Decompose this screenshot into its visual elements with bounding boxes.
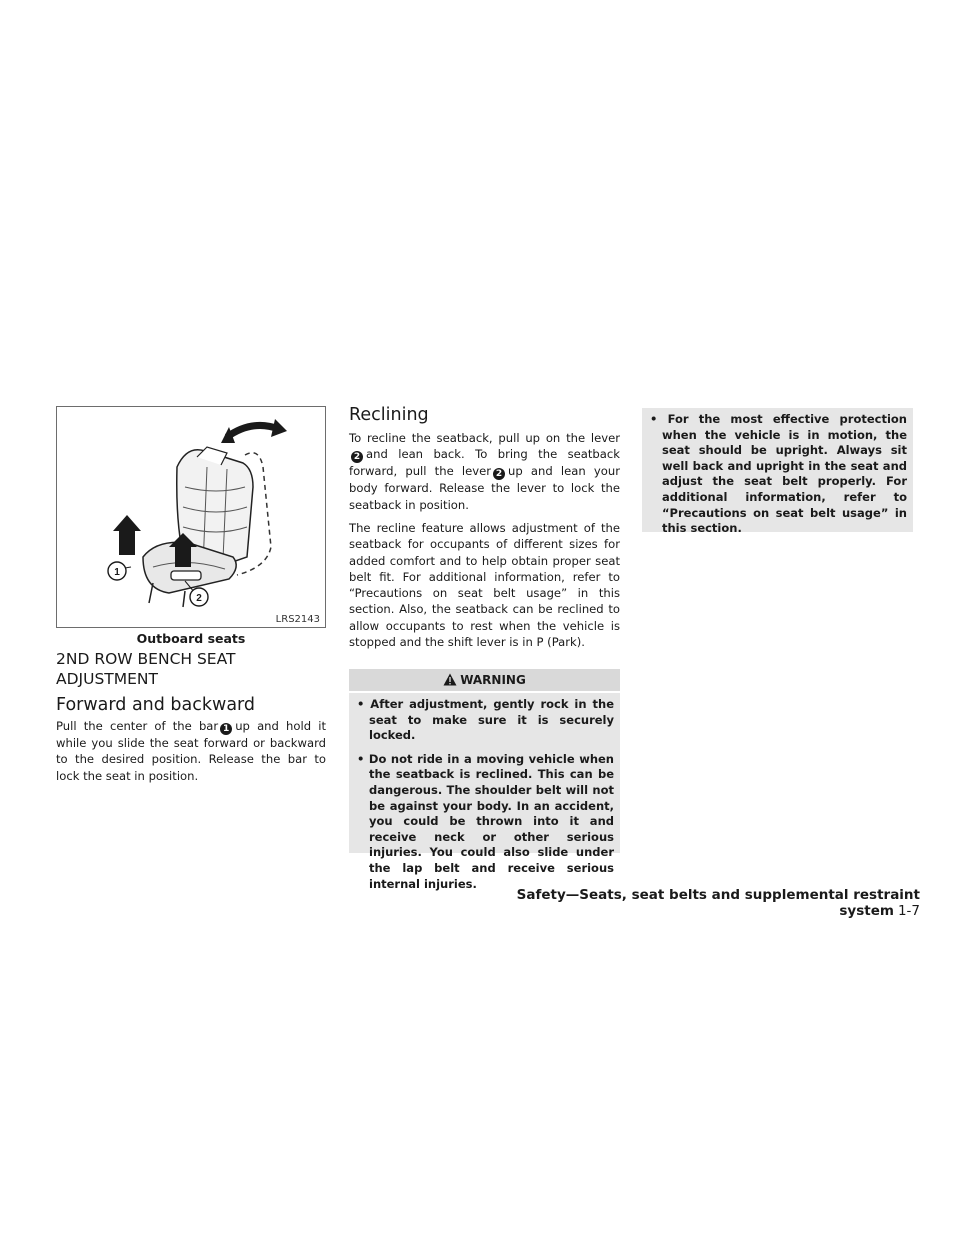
warning-title: WARNING: [460, 673, 526, 687]
reclining-p1-part1: To recline the seatback, pull up on the lever: [349, 431, 620, 445]
callout-1-label: 1: [114, 567, 120, 578]
figure-id-label: LRS2143: [275, 614, 320, 625]
reclining-p1-part2: and lean back. To bring the seatback forward, pull the lever: [349, 447, 620, 479]
forward-backward-text: [56, 718, 326, 784]
warning-header: [349, 669, 620, 691]
page-number: 1-7: [897, 903, 920, 919]
figure-caption: Outboard seats: [136, 631, 246, 646]
seat-drawing: [57, 407, 325, 627]
forward-text-part2: up and hold it while you slide the seat forward or backward to the desired position. Release the bar to lock the seat in position.: [56, 719, 326, 783]
warning-item-2: • Do not ride in a moving vehicle when the seatback is reclined. This can be dangerous. The shoulder belt will not be against your body. In an accident, you could be thrown into it and receive neck or other serious injuries. You could also slide under the lap belt and receive serious internal injuries.: [357, 751, 614, 891]
callout-2-inline-b: 2: [493, 468, 505, 480]
page-footer: [452, 887, 920, 919]
section-title: 2ND ROW BENCH SEAT ADJUSTMENT: [56, 650, 236, 688]
callout-2-label: 2: [196, 593, 202, 604]
reclining-paragraph-2: The recline feature allows adjustment of the seatback for occupants of different sizes for added comfort and to help obtain proper seat belt fit. For additional information, refer to “Precautions on seat belt usage” in this section. Also, the seatback can be reclined to allow occupants to rest when the vehicle is stopped and the shift lever is in P (Park).: [349, 521, 620, 650]
callout-2-inline-a: 2: [351, 451, 363, 463]
warning-item-3: • For the most effective protection when the vehicle is in motion, the seat should be upright. Always sit well back and upright in the seat and adjust the seat belt properly. For additional information, refer to “Precautions on seat belt usage” in this section.: [650, 412, 907, 536]
warning-item-1: • After adjustment, gently rock in the seat to make sure it is securely locked.: [357, 697, 614, 743]
reclining-heading: Reclining: [349, 405, 429, 425]
forward-text-part1: Pull the center of the bar: [56, 719, 219, 733]
warning-triangle-icon: [443, 671, 457, 693]
forward-backward-heading: Forward and backward: [56, 695, 256, 715]
warning-box-continued: [642, 408, 913, 536]
chapter-title: Safety—Seats, seat belts and supplemental restraint system: [516, 887, 920, 919]
callout-1-inline: 1: [220, 723, 232, 735]
reclining-p1-part3: up and lean your body forward. Release the lever to lock the seatback in position.: [349, 464, 620, 512]
seat-illustration: [56, 406, 326, 628]
warning-box: [349, 693, 620, 891]
reclining-paragraph-1: [349, 430, 620, 513]
